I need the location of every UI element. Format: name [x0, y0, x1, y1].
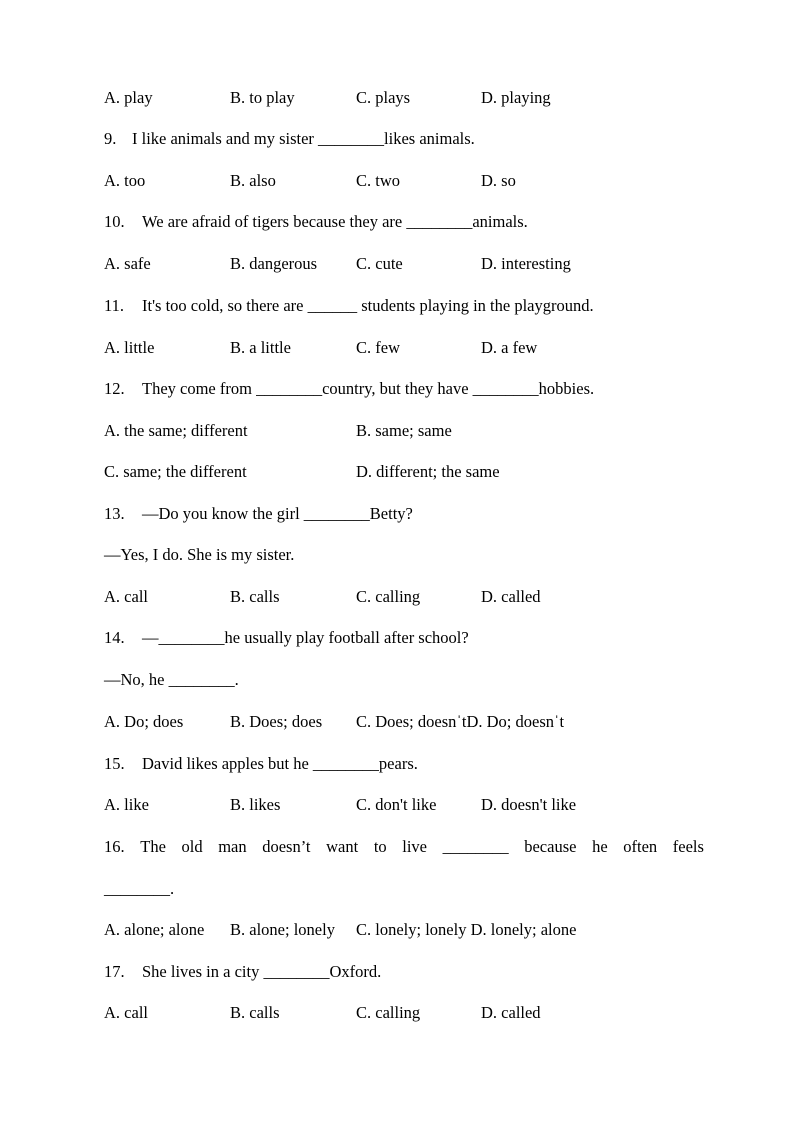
- option-c: C. don't like: [356, 795, 437, 814]
- question-16-continued: [104, 879, 174, 899]
- word: The: [140, 837, 166, 856]
- blank: ________: [442, 837, 509, 856]
- option-b: B. to play: [230, 88, 295, 107]
- option-b: B. also: [230, 171, 276, 190]
- option-d: D. playing: [481, 88, 551, 107]
- question-number: 17.: [104, 962, 125, 981]
- question-number: 13.: [104, 504, 125, 523]
- option-a: A. too: [104, 171, 146, 190]
- reply-text: —No, he ________.: [104, 670, 239, 689]
- option-c: C. cute: [356, 254, 403, 273]
- question-14-reply: [104, 670, 239, 690]
- option-a: A. the same; different: [104, 421, 248, 440]
- option-c: C. same; the different: [104, 462, 247, 481]
- question-number: 9.: [104, 129, 117, 148]
- option-d: D. doesn't like: [481, 795, 577, 814]
- option-c: C. calling: [356, 1003, 421, 1022]
- question-number: 14.: [104, 628, 125, 647]
- reply-text: —Yes, I do. She is my sister.: [104, 545, 295, 564]
- question-text: —________he usually play football after school?: [142, 628, 469, 647]
- question-16: [104, 837, 704, 857]
- question-text: —Do you know the girl ________Betty?: [142, 504, 413, 523]
- option-b: B. calls: [230, 1003, 280, 1022]
- option-d: D. so: [481, 171, 516, 190]
- option-a: A. call: [104, 1003, 148, 1022]
- word: because: [524, 837, 577, 856]
- question-number: 12.: [104, 379, 125, 398]
- word: often: [623, 837, 658, 856]
- question-11: [104, 296, 594, 316]
- option-a: A. call: [104, 587, 148, 606]
- question-number: 16.: [104, 837, 125, 856]
- option-d: D. different; the same: [356, 462, 500, 481]
- option-c: C. calling: [356, 587, 421, 606]
- option-a: A. like: [104, 795, 149, 814]
- word: feels: [672, 837, 704, 856]
- question-15: [104, 754, 418, 774]
- word: want: [326, 837, 359, 856]
- option-d: D. a few: [481, 338, 538, 357]
- blank: ________.: [104, 879, 175, 898]
- option-b: B. likes: [230, 795, 281, 814]
- word: live: [402, 837, 428, 856]
- word: he: [592, 837, 608, 856]
- question-14: [104, 628, 469, 648]
- question-text: She lives in a city ________Oxford.: [142, 962, 382, 981]
- question-9: [104, 129, 475, 149]
- option-b: B. same; same: [356, 421, 452, 440]
- option-b: B. a little: [230, 338, 291, 357]
- question-text: It's too cold, so there are ______ students playing in the playground.: [142, 296, 594, 315]
- question-13: [104, 504, 413, 524]
- word: to: [373, 837, 387, 856]
- option-b: B. calls: [230, 587, 280, 606]
- question-number: 11.: [104, 296, 125, 315]
- question-number: 15.: [104, 754, 125, 773]
- option-c-d: C. Does; doesnˈtD. Do; doesnˈt: [356, 712, 565, 731]
- option-a: A. safe: [104, 254, 151, 273]
- question-12: [104, 379, 594, 399]
- option-c: C. few: [356, 338, 400, 357]
- option-a: A. Do; does: [104, 712, 184, 731]
- option-a: A. play: [104, 88, 153, 107]
- question-text: We are afraid of tigers because they are ________animals.: [142, 212, 528, 231]
- question-10: [104, 212, 528, 232]
- option-a: A. alone; alone: [104, 920, 205, 939]
- option-c-d: C. lonely; lonely D. lonely; alone: [356, 920, 577, 939]
- word: old: [181, 837, 203, 856]
- question-number: 10.: [104, 212, 125, 231]
- option-d: D. called: [481, 1003, 541, 1022]
- question-text: They come from ________country, but they have ________hobbies.: [142, 379, 595, 398]
- option-c: C. plays: [356, 88, 411, 107]
- option-d: D. interesting: [481, 254, 571, 273]
- option-c: C. two: [356, 171, 401, 190]
- question-text: David likes apples but he ________pears.: [142, 754, 418, 773]
- option-d: D. called: [481, 587, 541, 606]
- word: doesn’t: [262, 837, 311, 856]
- question-text: I like animals and my sister ________likes animals.: [132, 129, 475, 148]
- option-b: B. Does; does: [230, 712, 323, 731]
- option-b: B. alone; lonely: [230, 920, 335, 939]
- question-17: [104, 962, 381, 982]
- question-13-reply: [104, 545, 294, 565]
- word: man: [218, 837, 247, 856]
- option-b: B. dangerous: [230, 254, 318, 273]
- option-a: A. little: [104, 338, 155, 357]
